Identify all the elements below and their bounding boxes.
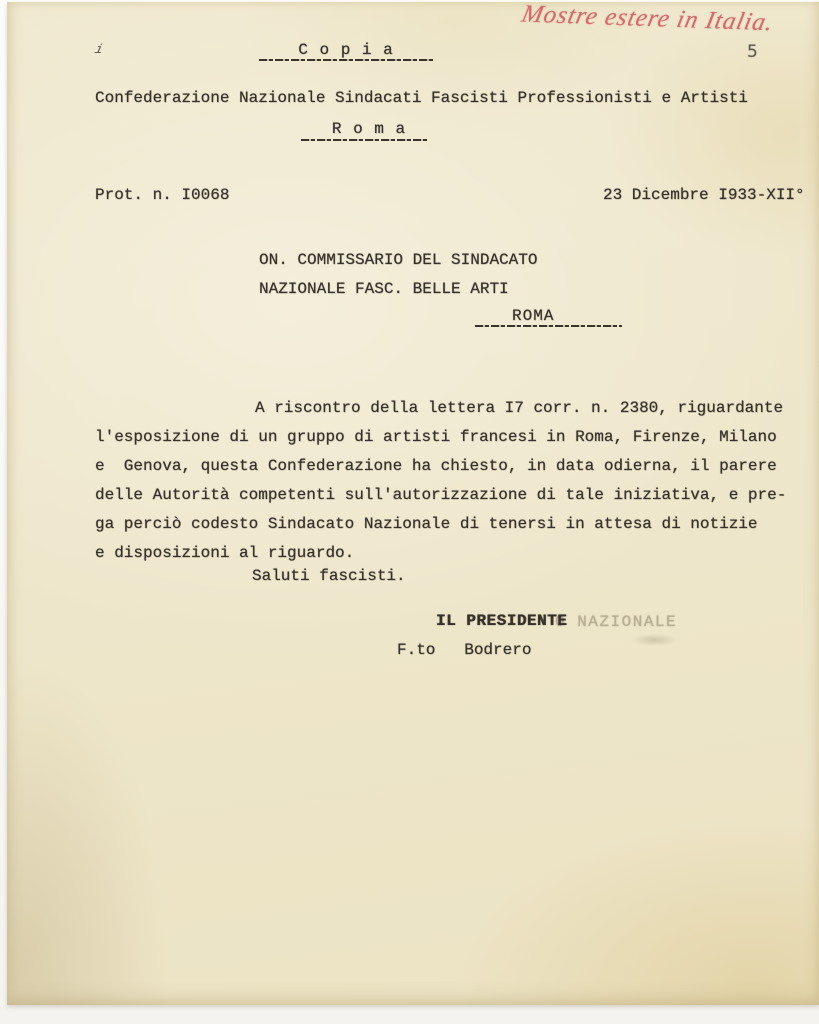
body-line: e Genova, questa Confederazione ha chiesto, in data odierna, il parere [95, 457, 777, 475]
recipient-line1: ON. COMMISSARIO DEL SINDACATO [259, 251, 538, 269]
recipient-line2: NAZIONALE FASC. BELLE ARTI [259, 280, 509, 298]
header-city-underline [301, 139, 429, 142]
handwritten-red-annotation: Mostre estere in Italia. [519, 0, 777, 37]
recipient-city: ROMA [512, 307, 555, 325]
closing-salutation: Saluti fascisti. [252, 567, 406, 585]
organization-name: Confederazione Nazionale Sindacati Fascisti Professionisti e Artisti [95, 89, 748, 107]
body-line: ga perciò codesto Sindacato Nazionale di tenersi in attesa di notizie [95, 515, 758, 533]
body-line: delle Autorità competenti sull'autorizzazione di tale iniziativa, e pre- [95, 486, 787, 504]
stamp-smudge [632, 634, 678, 646]
body-line: l'esposizione di un gruppo di artisti francesi in Roma, Firenze, Milano [95, 428, 777, 446]
faded-stamp-text: O NAZIONALE [555, 613, 678, 631]
protocol-number: Prot. n. I0068 [95, 186, 230, 204]
stray-ink-mark: i [93, 42, 105, 57]
recipient-city-underline [475, 325, 622, 328]
body-line: e disposizioni al riguardo. [95, 544, 355, 562]
header-city: R o m a [331, 120, 407, 138]
body-line: A riscontro della lettera I7 corr. n. 2380, riguardante [255, 399, 784, 417]
letter-date: 23 Dicembre I933-XII° [603, 186, 805, 204]
copy-label-underline [259, 59, 433, 62]
pencil-page-number: 5 [747, 42, 758, 62]
signature-line: F.to Bodrero [397, 641, 532, 659]
copy-label: C o p i a [298, 41, 394, 59]
signatory-title: IL PRESIDENTE [436, 612, 568, 630]
letter-paper [7, 2, 819, 1005]
